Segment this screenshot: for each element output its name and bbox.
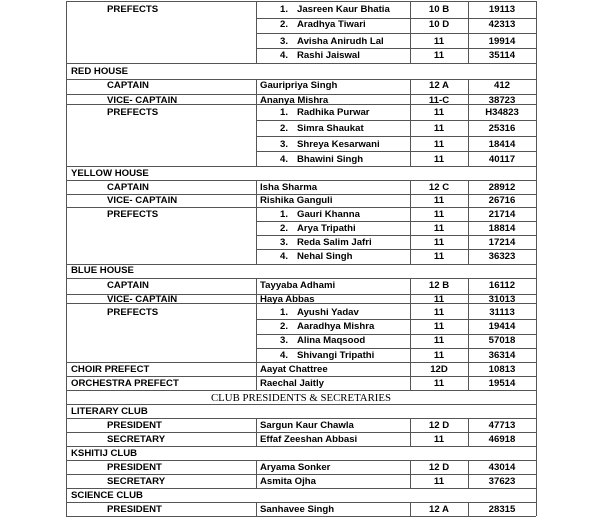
prefect-number: 2. bbox=[280, 19, 289, 30]
row-divider bbox=[256, 151, 536, 152]
member-admission-no: 19914 bbox=[488, 36, 516, 47]
prefect-number: 1. bbox=[280, 209, 289, 220]
table-left-border bbox=[66, 1, 67, 516]
member-admission-no: 18414 bbox=[488, 139, 516, 150]
row-divider bbox=[256, 221, 536, 222]
prefect-number: 4. bbox=[280, 350, 289, 361]
member-class: 11 bbox=[433, 294, 445, 305]
member-class: 11 bbox=[433, 107, 445, 118]
member-admission-no: 35114 bbox=[488, 50, 516, 61]
row-divider bbox=[256, 319, 536, 320]
member-name: Shreya Kesarwani bbox=[297, 139, 380, 150]
member-admission-no: 25316 bbox=[488, 123, 516, 134]
member-class: 11 bbox=[433, 209, 445, 220]
member-name: Aryama Sonker bbox=[260, 462, 331, 473]
member-name: Avisha Anirudh Lal bbox=[297, 36, 384, 47]
prefect-number: 3. bbox=[280, 335, 289, 346]
member-admission-no: 10813 bbox=[488, 364, 516, 375]
table-right-border bbox=[536, 1, 537, 516]
column-divider bbox=[256, 460, 257, 488]
member-admission-no: 28315 bbox=[488, 504, 516, 515]
member-admission-no: 43014 bbox=[488, 462, 516, 473]
club-title-kshitij: KSHITIJ CLUB bbox=[71, 448, 138, 459]
member-name: Ayushi Yadav bbox=[297, 307, 359, 318]
member-name: Sanhavee Singh bbox=[260, 504, 335, 515]
row-divider bbox=[66, 207, 536, 208]
member-name: Arya Tripathi bbox=[297, 223, 356, 234]
role-label: VICE- CAPTAIN bbox=[107, 95, 178, 106]
member-class: 11 bbox=[433, 123, 445, 134]
house-title-blue: BLUE HOUSE bbox=[71, 265, 134, 276]
row-divider bbox=[256, 120, 536, 121]
member-class: 11 bbox=[433, 251, 445, 262]
member-class: 11 bbox=[433, 36, 445, 47]
member-class: 12 B bbox=[428, 280, 450, 291]
member-admission-no: 17214 bbox=[488, 237, 516, 248]
role-label: PRESIDENT bbox=[107, 504, 162, 515]
club-title-science: SCIENCE CLUB bbox=[71, 490, 143, 501]
row-divider bbox=[256, 235, 536, 236]
member-admission-no: 46918 bbox=[488, 434, 516, 445]
prefect-number: 1. bbox=[280, 107, 289, 118]
prefect-number: 4. bbox=[280, 50, 289, 61]
club-title-literary: LITERARY CLUB bbox=[71, 406, 148, 417]
member-name: Reda Salim Jafri bbox=[297, 237, 372, 248]
prefect-number: 4. bbox=[280, 154, 289, 165]
column-divider bbox=[256, 502, 257, 516]
row-divider bbox=[66, 63, 536, 64]
member-admission-no: 19113 bbox=[488, 4, 516, 15]
role-label: SECRETARY bbox=[107, 476, 166, 487]
row-divider bbox=[66, 418, 536, 419]
role-label: PRESIDENT bbox=[107, 462, 162, 473]
prefect-number: 3. bbox=[280, 139, 289, 150]
row-divider bbox=[66, 432, 536, 433]
role-label: VICE- CAPTAIN bbox=[107, 294, 178, 305]
member-name: Haya Abbas bbox=[260, 294, 315, 305]
member-name: Alina Maqsood bbox=[297, 335, 366, 346]
role-label: PRESIDENT bbox=[107, 420, 162, 431]
member-admission-no: H34823 bbox=[485, 107, 519, 118]
prefect-number: 2. bbox=[280, 223, 289, 234]
prefect-number: 4. bbox=[280, 251, 289, 262]
row-divider bbox=[66, 166, 536, 167]
member-class: 12 C bbox=[428, 182, 450, 193]
row-divider bbox=[66, 488, 536, 489]
member-name: Nehal Singh bbox=[297, 251, 353, 262]
member-admission-no: 18814 bbox=[488, 223, 516, 234]
member-admission-no: 38723 bbox=[488, 95, 516, 106]
prefect-number: 2. bbox=[280, 321, 289, 332]
role-label: VICE- CAPTAIN bbox=[107, 195, 178, 206]
member-name: Gauri Khanna bbox=[297, 209, 360, 220]
house-title-yellow: YELLOW HOUSE bbox=[71, 168, 149, 179]
member-class: 11 bbox=[433, 476, 445, 487]
row-divider bbox=[66, 376, 536, 377]
member-admission-no: 36314 bbox=[488, 350, 516, 361]
member-class: 11 bbox=[433, 237, 445, 248]
row-divider bbox=[66, 516, 536, 517]
member-name: Ananya Mishra bbox=[260, 95, 329, 106]
member-name: Isha Sharma bbox=[260, 182, 318, 193]
member-name: Rishika Ganguli bbox=[260, 195, 333, 206]
member-class: 11 bbox=[433, 223, 445, 234]
member-admission-no: 21714 bbox=[488, 209, 516, 220]
member-name: Sargun Kaur Chawla bbox=[260, 420, 354, 431]
column-divider bbox=[256, 1, 257, 63]
member-class: 12 A bbox=[429, 80, 449, 91]
member-class: 12 A bbox=[429, 504, 449, 515]
member-class: 11 bbox=[433, 50, 445, 61]
member-admission-no: 42313 bbox=[488, 19, 516, 30]
role-label: PREFECTS bbox=[107, 209, 159, 220]
member-name: Aradhya Tiwari bbox=[297, 19, 366, 30]
member-admission-no: 412 bbox=[493, 80, 510, 91]
member-class: 11-C bbox=[428, 95, 450, 106]
member-admission-no: 19414 bbox=[488, 321, 516, 332]
member-admission-no: 47713 bbox=[488, 420, 516, 431]
member-admission-no: 40117 bbox=[488, 154, 516, 165]
row-divider bbox=[66, 278, 536, 279]
member-name: Raechal Jaitly bbox=[260, 378, 324, 389]
member-class: 11 bbox=[433, 154, 445, 165]
row-divider bbox=[66, 460, 536, 461]
row-divider bbox=[256, 249, 536, 250]
prefect-number: 3. bbox=[280, 36, 289, 47]
column-divider bbox=[256, 180, 257, 264]
member-class: 10 D bbox=[428, 19, 450, 30]
member-name: Effaf Zeeshan Abbasi bbox=[260, 434, 358, 445]
row-divider bbox=[66, 180, 536, 181]
member-class: 11 bbox=[433, 434, 445, 445]
member-name: Radhika Purwar bbox=[297, 107, 370, 118]
member-class: 11 bbox=[433, 335, 445, 346]
column-divider bbox=[256, 278, 257, 390]
member-admission-no: 26716 bbox=[488, 195, 516, 206]
prefect-number: 1. bbox=[280, 307, 289, 318]
role-label: PREFECTS bbox=[107, 4, 159, 15]
member-class: 12 D bbox=[428, 462, 450, 473]
row-divider bbox=[256, 136, 536, 137]
member-name: Shivangi Tripathi bbox=[297, 350, 375, 361]
member-name: Aayat Chattree bbox=[260, 364, 328, 375]
prefect-number: 1. bbox=[280, 4, 289, 15]
club-section-heading: CLUB PRESIDENTS & SECRETARIES bbox=[210, 392, 391, 404]
member-admission-no: 19514 bbox=[488, 378, 516, 389]
role-label: SECRETARY bbox=[107, 434, 166, 445]
role-label: PREFECTS bbox=[107, 307, 159, 318]
member-class: 10 B bbox=[428, 4, 450, 15]
member-name: Bhawini Singh bbox=[297, 154, 364, 165]
member-name: Simra Shaukat bbox=[297, 123, 364, 134]
member-admission-no: 28912 bbox=[488, 182, 516, 193]
member-class: 11 bbox=[433, 139, 445, 150]
member-class: 11 bbox=[433, 307, 445, 318]
member-name: Asmita Ojha bbox=[260, 476, 316, 487]
member-class: 11 bbox=[433, 195, 445, 206]
column-divider bbox=[256, 418, 257, 446]
prefect-number: 3. bbox=[280, 237, 289, 248]
member-class: 11 bbox=[433, 378, 445, 389]
member-admission-no: 16112 bbox=[488, 280, 516, 291]
role-label: PREFECTS bbox=[107, 107, 159, 118]
row-divider bbox=[66, 1, 536, 2]
member-class: 12D bbox=[430, 364, 448, 375]
role-label: CAPTAIN bbox=[107, 80, 149, 91]
member-name: Tayyaba Adhami bbox=[260, 280, 336, 291]
member-class: 12 D bbox=[428, 420, 450, 431]
prefect-number: 2. bbox=[280, 123, 289, 134]
member-admission-no: 31013 bbox=[488, 294, 516, 305]
member-class: 11 bbox=[433, 321, 445, 332]
role-label-choir: CHOIR PREFECT bbox=[71, 364, 150, 375]
member-admission-no: 31113 bbox=[489, 307, 515, 318]
member-admission-no: 36323 bbox=[488, 251, 516, 262]
role-label-orchestra: ORCHESTRA PREFECT bbox=[71, 378, 179, 389]
member-name: Jasreen Kaur Bhatia bbox=[297, 4, 390, 15]
row-divider bbox=[66, 446, 536, 447]
member-admission-no: 37623 bbox=[488, 476, 516, 487]
row-divider bbox=[66, 502, 536, 503]
member-name: Rashi Jaiswal bbox=[297, 50, 360, 61]
member-name: Aaradhya Mishra bbox=[297, 321, 375, 332]
row-divider bbox=[66, 264, 536, 265]
row-divider bbox=[256, 348, 536, 349]
role-label: CAPTAIN bbox=[107, 182, 149, 193]
member-name: Gauripriya Singh bbox=[260, 80, 338, 91]
role-label: CAPTAIN bbox=[107, 280, 149, 291]
row-divider bbox=[256, 48, 536, 49]
member-class: 11 bbox=[433, 350, 445, 361]
column-divider bbox=[256, 79, 257, 166]
row-divider bbox=[66, 474, 536, 475]
row-divider bbox=[66, 362, 536, 363]
row-divider bbox=[256, 33, 536, 34]
house-title-red: RED HOUSE bbox=[71, 66, 129, 77]
member-admission-no: 57018 bbox=[488, 335, 516, 346]
